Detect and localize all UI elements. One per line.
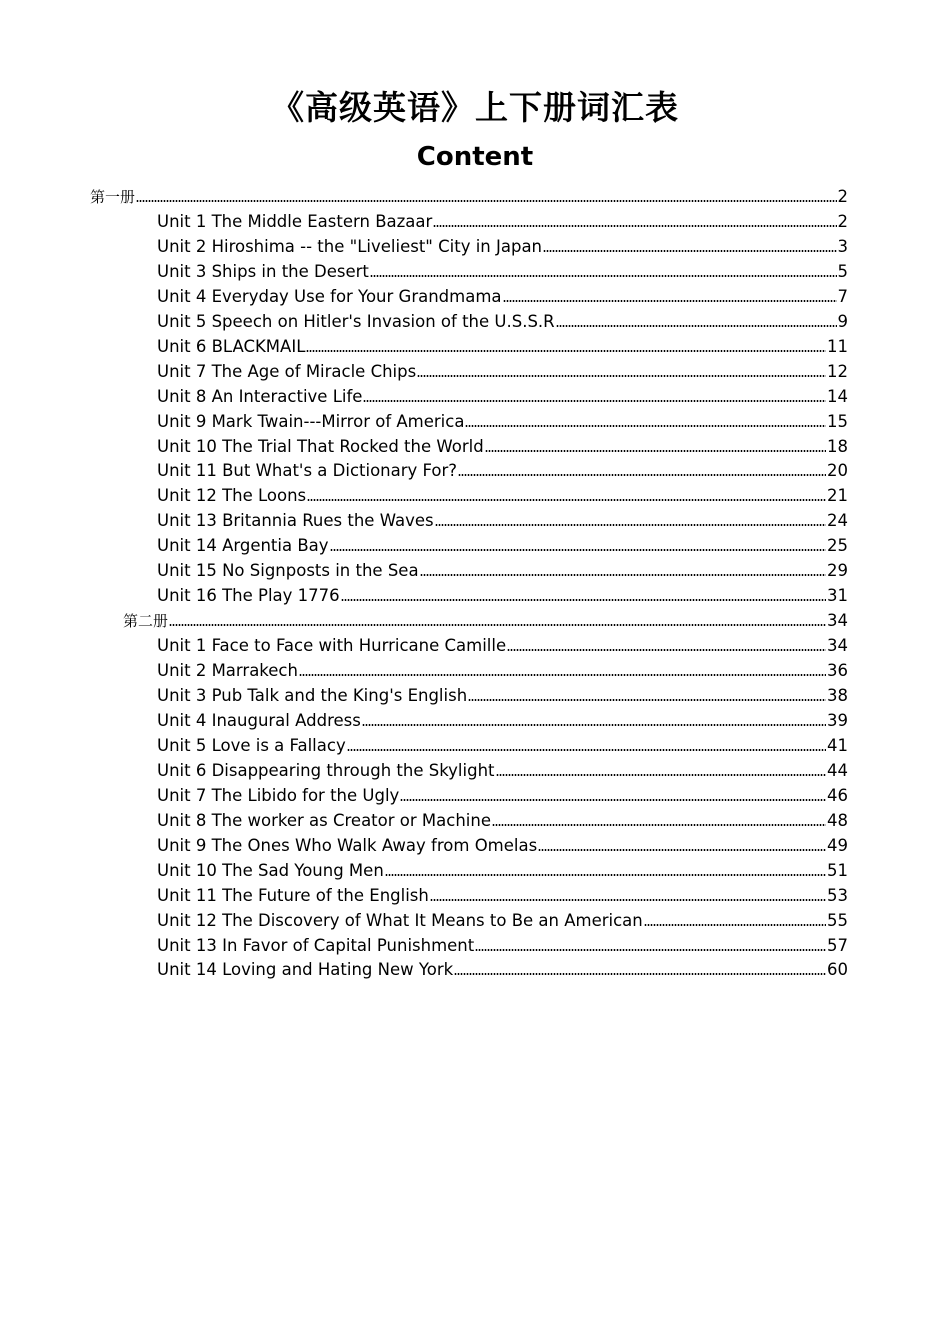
- toc-part-entry-book2[interactable]: [123, 606, 848, 631]
- toc-unit-label: Unit 2 Marrakech: [157, 661, 298, 681]
- toc-page-number: 57: [827, 935, 848, 955]
- dot-leader: [465, 424, 826, 428]
- toc-page-number: 53: [827, 885, 848, 905]
- dot-leader: [454, 972, 826, 976]
- toc-unit-label: Unit 6 BLACKMAIL: [157, 336, 306, 356]
- toc-page-number: 36: [827, 661, 848, 681]
- toc-unit-label: Unit 13 Britannia Rues the Waves: [157, 511, 434, 531]
- toc-unit-label: Unit 12 The Discovery of What It Means to Be an American: [157, 910, 643, 930]
- toc-unit-label: Unit 2 Hiroshima -- the "Liveliest" City in Japan: [157, 236, 543, 256]
- toc-unit-label: Unit 4 Inaugural Address: [157, 710, 361, 730]
- dot-leader: [400, 798, 826, 802]
- toc-page-number: 48: [827, 810, 848, 830]
- toc-unit-entry[interactable]: [157, 681, 848, 706]
- toc-unit-label: Unit 10 The Trial That Rocked the World: [157, 436, 484, 456]
- dot-leader: [644, 923, 826, 927]
- document-title: 《高级英语》上下册词汇表: [271, 88, 679, 127]
- toc-unit-entry[interactable]: [157, 656, 848, 681]
- toc-unit-entry[interactable]: [157, 332, 848, 357]
- toc-unit-label: Unit 8 The worker as Creator or Machine: [157, 810, 491, 830]
- toc-unit-entry[interactable]: [157, 631, 848, 656]
- dot-leader: [435, 523, 826, 527]
- toc-unit-entry[interactable]: [157, 481, 848, 506]
- dot-leader: [430, 898, 826, 902]
- dot-leader: [507, 648, 826, 652]
- toc-unit-label: Unit 5 Speech on Hitler's Invasion of the U.S.S.R: [157, 311, 555, 331]
- toc-page-number: 2: [837, 187, 848, 206]
- toc-unit-entry[interactable]: [157, 881, 848, 906]
- toc-page-number: 46: [827, 785, 848, 805]
- toc-unit-label: Unit 6 Disappearing through the Skylight: [157, 760, 495, 780]
- toc-unit-entry[interactable]: [157, 531, 848, 556]
- toc-unit-entry[interactable]: [157, 432, 848, 457]
- dot-leader: [370, 274, 837, 278]
- toc-page-number: 20: [827, 461, 848, 481]
- dot-leader: [385, 873, 826, 877]
- toc-unit-entry[interactable]: [157, 831, 848, 856]
- toc-unit-entry[interactable]: [157, 556, 848, 581]
- toc-part-entry-book1[interactable]: [90, 182, 848, 207]
- toc-unit-entry[interactable]: [157, 382, 848, 407]
- toc-unit-label: Unit 1 Face to Face with Hurricane Camille: [157, 636, 507, 656]
- toc-unit-label: Unit 9 Mark Twain---Mirror of America: [157, 411, 465, 431]
- dot-leader: [496, 773, 826, 777]
- toc-unit-entry[interactable]: [157, 906, 848, 931]
- toc-unit-label: Unit 5 Love is a Fallacy: [157, 735, 346, 755]
- toc-page-number: 24: [827, 511, 848, 531]
- toc-page-number: 15: [827, 411, 848, 431]
- toc-unit-label: Unit 3 Pub Talk and the King's English: [157, 686, 468, 705]
- toc-unit-label: Unit 4 Everyday Use for Your Grandmama: [157, 286, 502, 306]
- toc-page-number: 51: [827, 860, 848, 880]
- toc-page-number: 29: [827, 561, 848, 581]
- toc-page-number: 25: [827, 536, 848, 556]
- dot-leader: [485, 449, 826, 453]
- toc-unit-label: Unit 8 An Interactive Life: [157, 386, 363, 406]
- toc-unit-label: Unit 13 In Favor of Capital Punishment: [157, 935, 475, 955]
- toc-unit-entry[interactable]: [157, 806, 848, 831]
- toc-unit-label: Unit 3 Ships in the Desert: [157, 261, 369, 281]
- toc-unit-label: Unit 7 The Libido for the Ugly: [157, 785, 400, 805]
- toc-unit-label: Unit 9 The Ones Who Walk Away from Omelas: [157, 835, 538, 855]
- toc-page-number: 9: [837, 311, 848, 331]
- toc-page-number: 34: [827, 636, 848, 656]
- dot-leader: [330, 548, 826, 552]
- toc-unit-label: Unit 14 Loving and Hating New York: [157, 960, 454, 980]
- dot-leader: [347, 748, 826, 752]
- dot-leader: [433, 224, 836, 228]
- toc-page-number: 14: [827, 386, 848, 406]
- content-heading: Content: [416, 142, 534, 172]
- toc-unit-label: Unit 12 The Loons: [157, 486, 307, 506]
- toc-unit-entry[interactable]: [157, 856, 848, 881]
- toc-unit-label: Unit 14 Argentia Bay: [157, 536, 329, 556]
- dot-leader: [543, 249, 836, 253]
- toc-unit-entry[interactable]: [157, 706, 848, 731]
- toc-page-number: 39: [827, 710, 848, 730]
- dot-leader: [538, 848, 826, 852]
- dot-leader: [306, 349, 826, 353]
- toc-unit-entry[interactable]: [157, 282, 848, 307]
- toc-unit-entry[interactable]: [157, 456, 848, 481]
- toc-page-number: 41: [827, 735, 848, 755]
- toc-page-number: 55: [827, 910, 848, 930]
- toc-unit-entry[interactable]: [157, 506, 848, 531]
- toc-unit-entry[interactable]: [157, 357, 848, 382]
- toc-unit-entry[interactable]: [157, 307, 848, 332]
- toc-unit-entry[interactable]: [157, 931, 848, 956]
- dot-leader: [169, 623, 826, 627]
- dot-leader: [556, 324, 837, 328]
- dot-leader: [420, 573, 826, 577]
- toc-page-number: 5: [837, 261, 848, 281]
- dot-leader: [503, 299, 837, 303]
- toc-unit-entry[interactable]: [157, 581, 848, 606]
- dot-leader: [307, 498, 826, 502]
- toc-unit-label: Unit 1 The Middle Eastern Bazaar: [157, 211, 433, 231]
- toc-unit-label: Unit 15 No Signposts in the Sea: [157, 561, 419, 581]
- toc-page-number: 11: [827, 336, 848, 356]
- toc-page-number: 49: [827, 835, 848, 855]
- toc-unit-label: Unit 11 But What's a Dictionary For?: [157, 461, 458, 481]
- toc-unit-entry[interactable]: [157, 731, 848, 756]
- toc-unit-entry[interactable]: [157, 781, 848, 806]
- toc-page-number: 18: [827, 436, 848, 456]
- dot-leader: [341, 598, 826, 602]
- toc-unit-label: Unit 11 The Future of the English: [157, 885, 429, 905]
- toc-page-number: 2: [837, 211, 848, 231]
- toc-unit-entry[interactable]: [157, 756, 848, 781]
- toc-unit-label: Unit 10 The Sad Young Men: [157, 860, 384, 880]
- toc-unit-label: Unit 7 The Age of Miracle Chips: [157, 361, 417, 381]
- toc-unit-entry[interactable]: [157, 407, 848, 432]
- dot-leader: [458, 473, 826, 477]
- toc-unit-entry[interactable]: [157, 257, 848, 282]
- toc-unit-entry[interactable]: [157, 207, 848, 232]
- toc-part-label: 第二册: [123, 612, 169, 631]
- dot-leader: [417, 374, 826, 378]
- toc-page-number: 34: [827, 611, 848, 631]
- toc-page-number: 3: [837, 236, 848, 256]
- toc-page-number: 60: [827, 960, 848, 980]
- dot-leader: [362, 723, 826, 727]
- toc-page-number: 44: [827, 760, 848, 780]
- dot-leader: [475, 948, 826, 952]
- toc-page-number: 12: [827, 361, 848, 381]
- dot-leader: [492, 823, 826, 827]
- toc-unit-label: Unit 16 The Play 1776: [157, 586, 340, 606]
- dot-leader: [468, 698, 826, 702]
- dot-leader: [136, 199, 836, 203]
- dot-leader: [299, 673, 826, 677]
- toc-unit-entry[interactable]: [157, 232, 848, 257]
- toc-part-label: 第一册: [90, 188, 136, 206]
- toc-page-number: 38: [827, 686, 848, 705]
- toc-page-number: 7: [837, 286, 848, 306]
- dot-leader: [363, 399, 826, 403]
- toc-unit-entry[interactable]: [157, 955, 848, 980]
- toc-page-number: 31: [827, 586, 848, 606]
- toc-page-number: 21: [827, 486, 848, 506]
